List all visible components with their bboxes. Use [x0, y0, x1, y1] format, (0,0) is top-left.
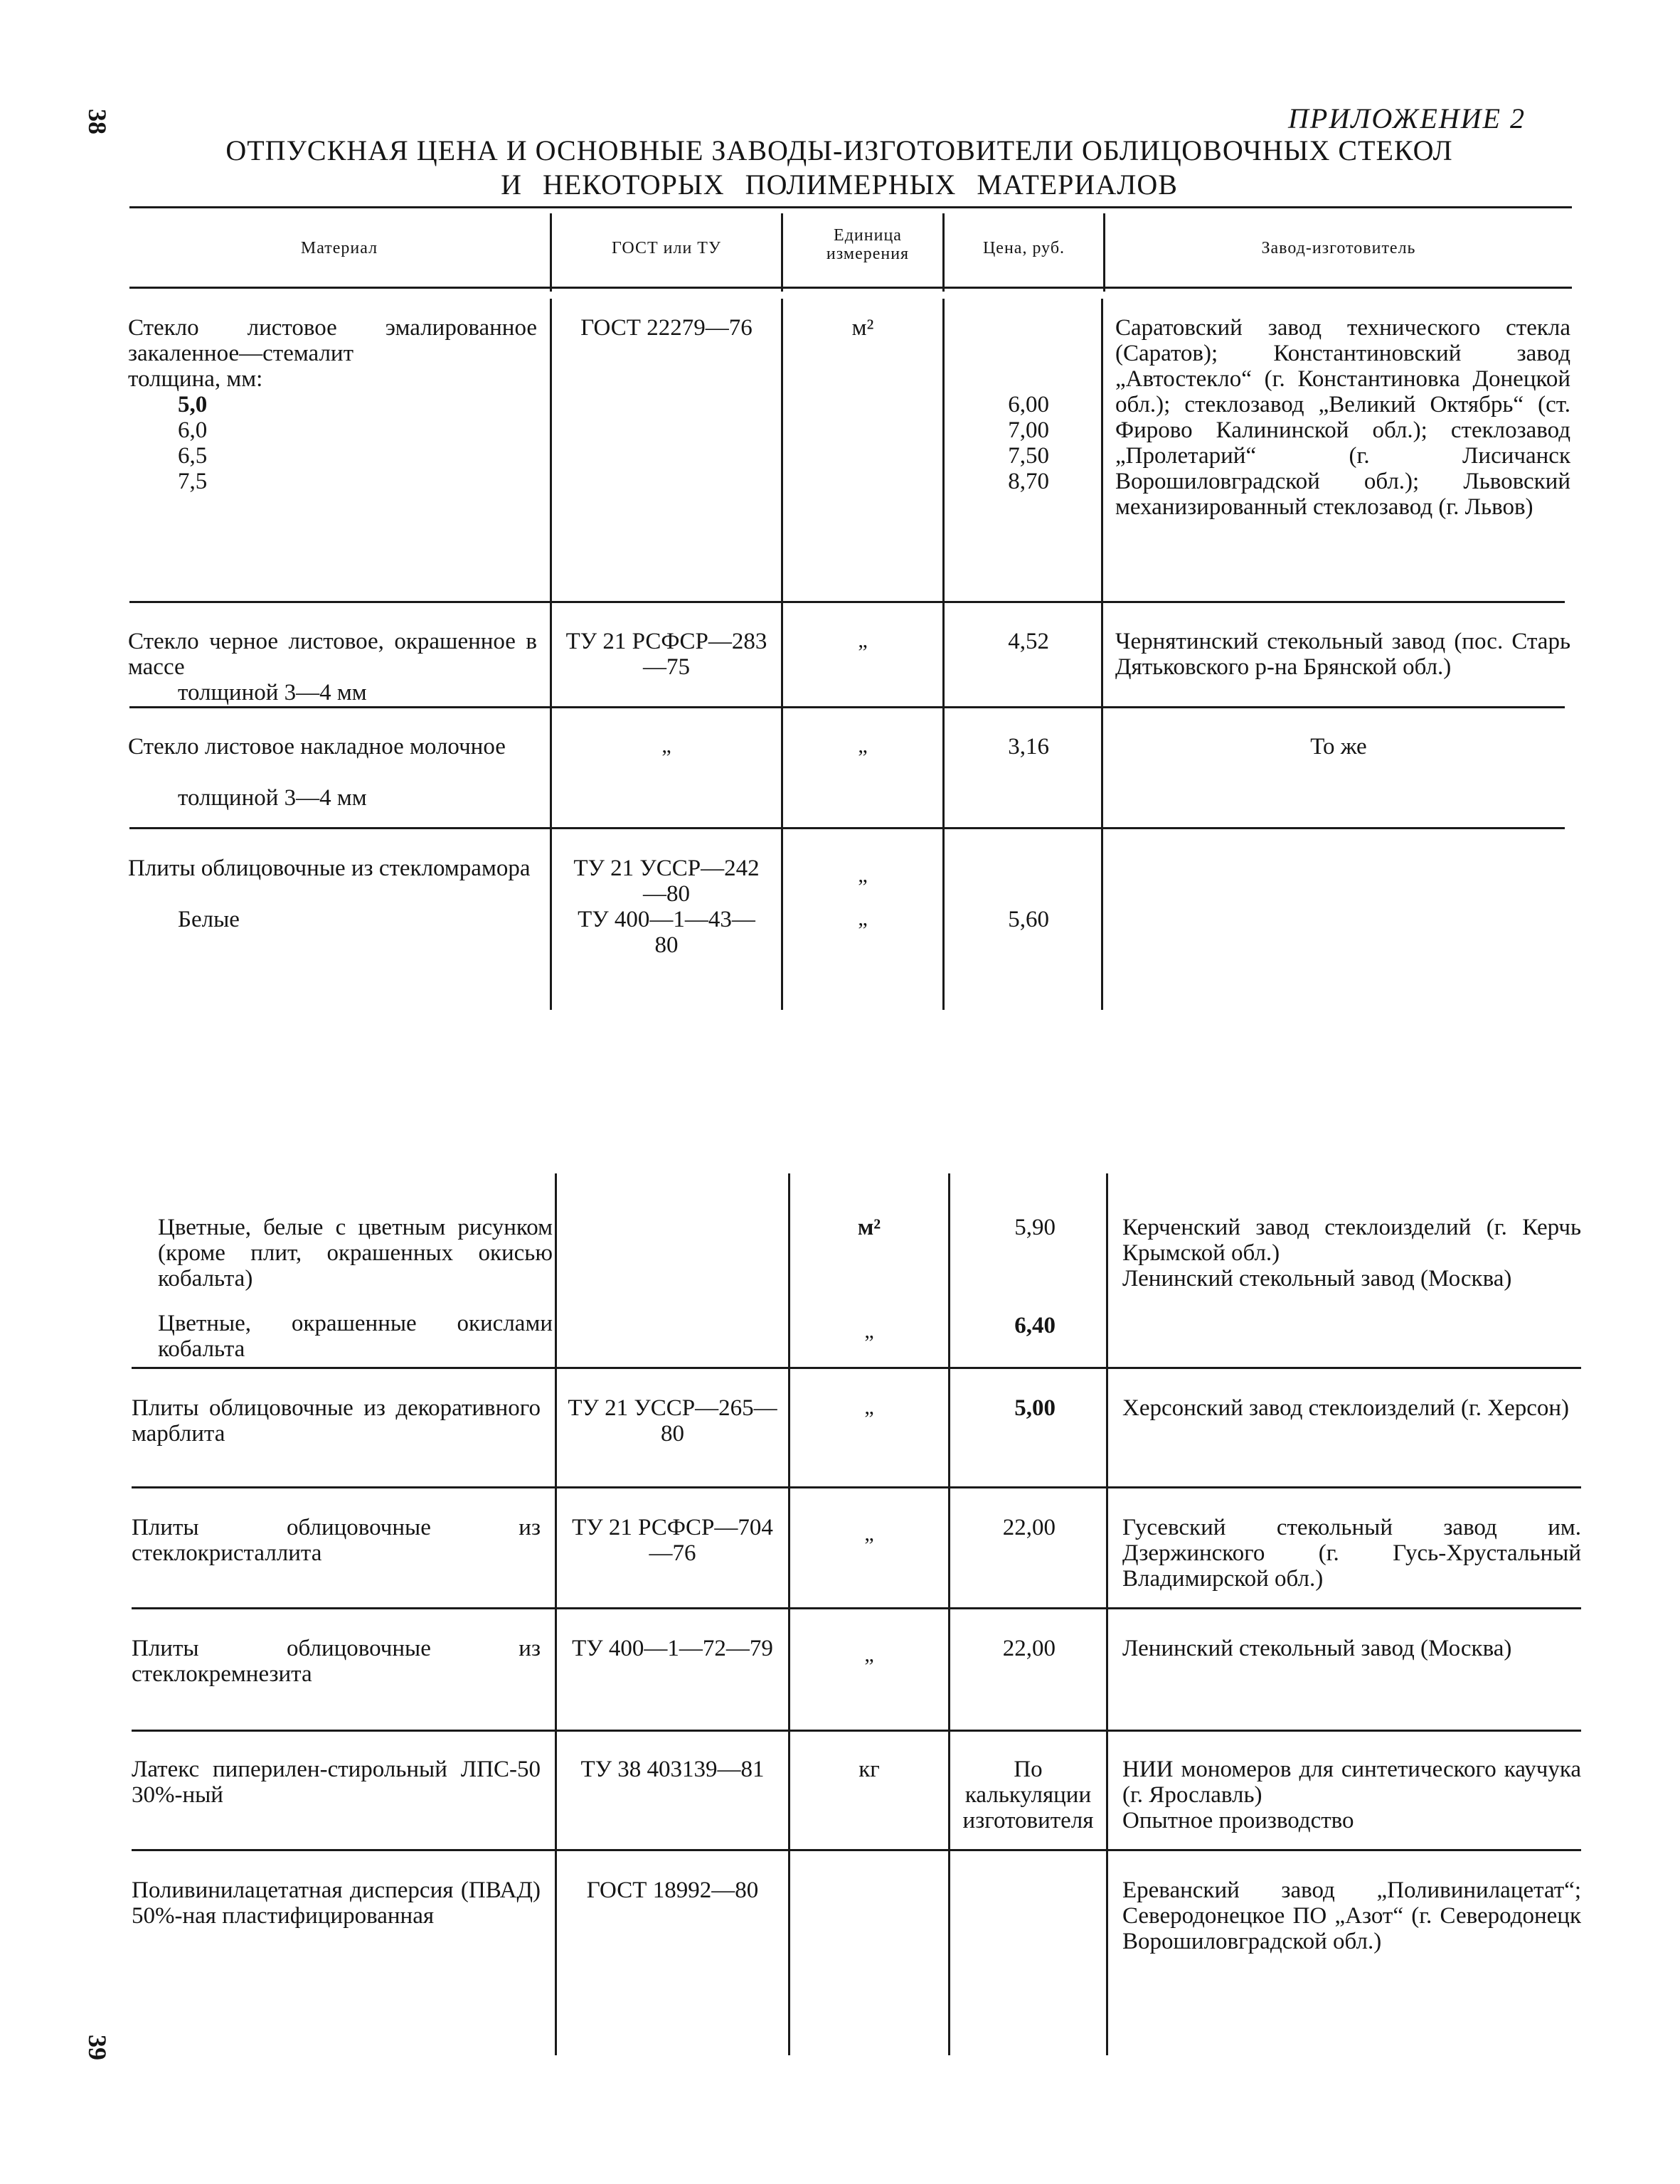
material-cell: Плиты облицовочные из стекломрамора [128, 856, 531, 881]
col-divider [948, 1173, 950, 2055]
price-cell: По калькуляции изготовителя [962, 1757, 1094, 1833]
price-cell: 7,50 [1008, 443, 1049, 469]
unit-cell: „ [864, 1643, 874, 1666]
unit-cell: „ [858, 907, 868, 930]
price-cell: 8,70 [1008, 469, 1049, 494]
price-cell: 4,52 [1008, 629, 1049, 654]
material-sub: Белые [178, 907, 240, 932]
row-divider [129, 601, 1565, 603]
col-divider [942, 299, 945, 1010]
price-cell: 22,00 [1002, 1515, 1056, 1540]
header-gost: ГОСТ или ТУ [612, 239, 721, 257]
gost-cell: „ [661, 734, 671, 757]
gost-cell: ГОСТ 22279—76 [580, 315, 753, 341]
gost-cell: ТУ 21 УССР—242—80 [573, 856, 760, 907]
factory-cell: Опытное производство [1122, 1808, 1354, 1833]
row-divider [132, 1367, 1581, 1369]
material-cell: Плиты облицовочные из стеклокремнезита [132, 1636, 541, 1687]
unit-cell: „ [858, 734, 868, 757]
unit-cell: „ [858, 863, 868, 887]
price-cell: 5,90 [1014, 1215, 1056, 1240]
unit-cell: м² [857, 1215, 881, 1240]
col-divider [1101, 299, 1103, 1010]
row-divider [132, 1486, 1581, 1488]
material-sub: толщиной 3—4 мм [178, 680, 367, 705]
material-cell: Цветные, белые с цветным рисунком (кроме плит, окрашенных окисью кобальта) [158, 1215, 553, 1291]
material-cell: Плиты облицовочные из декоративного марблита [132, 1395, 541, 1447]
header-price: Цена, руб. [982, 239, 1065, 257]
col-divider [1106, 1173, 1108, 2055]
page-number-bottom: 39 [83, 2035, 112, 2060]
price-cell: 5,60 [1008, 907, 1049, 932]
header-factory: Завод-изготовитель [1261, 239, 1416, 257]
page-title-line1: ОТПУСКНАЯ ЦЕНА И ОСНОВНЫЕ ЗАВОДЫ-ИЗГОТОВИТЕЛИ ОБЛИЦОВОЧНЫХ СТЕКОЛ [225, 134, 1453, 166]
factory-cell: НИИ мономеров для синтетического каучука (г. Ярославль) [1122, 1757, 1581, 1808]
factory-cell: Саратовский завод технического стекла (Саратов); Константиновский завод „Автостекло“ (г. Константиновка Донецкой обл.); стеклозавод „Великий Октябрь“ (ст. Фирово Калининской обл.); стеклозавод „Пролетарий“ (г. Лисичанск Ворошиловградской обл.); Львовский механизированный стеклозавод (г. Львов) [1115, 315, 1570, 520]
factory-cell: Чернятинский стекольный завод (пос. Старь Дятьковского р-на Брянской обл.) [1115, 629, 1570, 680]
material-cell: Цветные, окрашенные окислами кобальта [158, 1311, 553, 1362]
unit-cell: „ [864, 1395, 874, 1419]
gost-cell: ТУ 21 РСФСР—283—75 [565, 629, 767, 680]
material-cell: Стекло черное листовое, окрашенное в массе [128, 629, 537, 680]
price-cell: 5,00 [1014, 1395, 1056, 1421]
price-cell: 22,00 [1002, 1636, 1056, 1661]
unit-cell: м² [851, 315, 874, 341]
gost-cell: ТУ 21 РСФСР—704—76 [572, 1515, 773, 1566]
gost-cell: ТУ 38 403139—81 [580, 1757, 765, 1782]
col-divider [781, 299, 783, 1010]
factory-cell: Ереванский завод „Поливинилацетат“; Северодонецкое ПО „Азот“ (г. Северодонецк Ворошиловградской обл.) [1122, 1877, 1581, 1954]
material-cell: Стекло листовое накладное молочное [128, 734, 506, 760]
material-sub: толщина, мм: [128, 366, 263, 392]
appendix-label: ПРИЛОЖЕНИЕ 2 [1288, 102, 1526, 134]
row-divider [132, 1730, 1581, 1732]
factory-cell: То же [1310, 734, 1367, 760]
unit-cell: „ [864, 1319, 874, 1343]
header-material: Материал [300, 239, 378, 257]
size-value: 5,0 [178, 392, 208, 417]
page-title-line2: И НЕКОТОРЫХ ПОЛИМЕРНЫХ МАТЕРИАЛОВ [501, 169, 1178, 201]
size-value: 6,5 [178, 443, 208, 469]
gost-cell: ТУ 400—1—72—79 [572, 1636, 773, 1661]
material-cell: Латекс пиперилен-стирольный ЛПС-50 30%-ный [132, 1757, 541, 1808]
row-divider [132, 1849, 1581, 1851]
material-sub: толщиной 3—4 мм [178, 785, 367, 811]
material-cell: Плиты облицовочные из стеклокристаллита [132, 1515, 541, 1566]
unit-cell: кг [858, 1757, 880, 1782]
factory-cell: Керченский завод стеклоизделий (г. Керчь Крымской обл.) [1122, 1215, 1581, 1266]
row-divider [129, 706, 1565, 708]
page-number-top: 38 [83, 109, 112, 134]
row-divider [129, 827, 1565, 829]
gost-cell: ТУ 21 УССР—265—80 [568, 1395, 777, 1447]
factory-cell: Ленинский стекольный завод (Москва) [1122, 1636, 1512, 1661]
material-cell: Поливинилацетатная дисперсия (ПВАД) 50%-ная пластифицированная [132, 1877, 541, 1929]
col-divider [788, 1173, 790, 2055]
gost-cell: ТУ 400—1—43—80 [578, 907, 755, 958]
price-cell: 6,00 [1008, 392, 1049, 417]
price-cell: 3,16 [1008, 734, 1049, 760]
size-value: 7,5 [178, 469, 208, 494]
unit-cell: „ [864, 1522, 874, 1545]
table-top-rule [129, 206, 1572, 208]
row-divider [132, 1607, 1581, 1609]
header-bottom-rule [129, 287, 1572, 289]
factory-cell: Ленинский стекольный завод (Москва) [1122, 1266, 1512, 1291]
unit-cell: „ [858, 629, 868, 652]
gost-cell: ГОСТ 18992—80 [586, 1877, 759, 1903]
col-divider [555, 1173, 557, 2055]
price-cell: 6,40 [1014, 1313, 1056, 1338]
price-cell: 7,00 [1008, 417, 1049, 443]
header-unit: Единица измерения [826, 226, 910, 263]
material-cell: Стекло листовое эмалированное закаленное—стемалит [128, 315, 537, 366]
size-value: 6,0 [178, 417, 208, 443]
col-divider [781, 213, 783, 292]
factory-cell: Гусевский стекольный завод им. Дзержинского (г. Гусь-Хрустальный Владимирской обл.) [1122, 1515, 1581, 1592]
factory-cell: Херсонский завод стеклоизделий (г. Херсон) [1122, 1395, 1570, 1421]
